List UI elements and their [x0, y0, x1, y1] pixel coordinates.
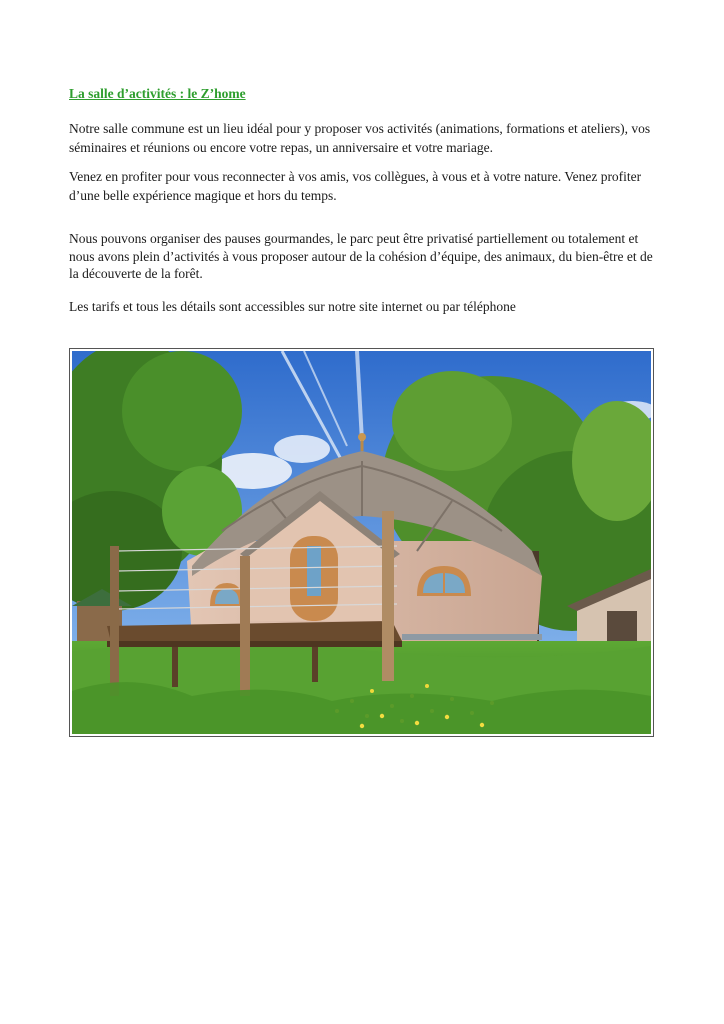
page-title: La salle d’activités : le Z’home	[69, 86, 246, 101]
paragraph-reconnect: Venez en profiter pour vous reconnecter à vos amis, vos collègues, à vous et à votre nature. Venez profiter d’une belle expérience magique et hors du temps.	[69, 169, 642, 203]
photo-illustration	[72, 351, 651, 734]
paragraph-intro: Notre salle commune est un lieu idéal pour y proposer vos activités (animations, formations et ateliers), vos séminaires et réunions ou encore votre repas, un anniversaire et votre mariage.	[69, 121, 651, 155]
dome-house-photo	[69, 348, 654, 737]
paragraph-pricing: Les tarifs et tous les détails sont accessibles sur notre site internet ou par téléphone	[69, 299, 516, 314]
paragraph-activities: Nous pouvons organiser des pauses gourmandes, le parc peut être privatisé partiellement ou totalement et nous avons plein d’activités à vous proposer autour de la cohésion d’équipe, des animaux, du bien-être et de la découverte de la forêt.	[69, 231, 653, 281]
